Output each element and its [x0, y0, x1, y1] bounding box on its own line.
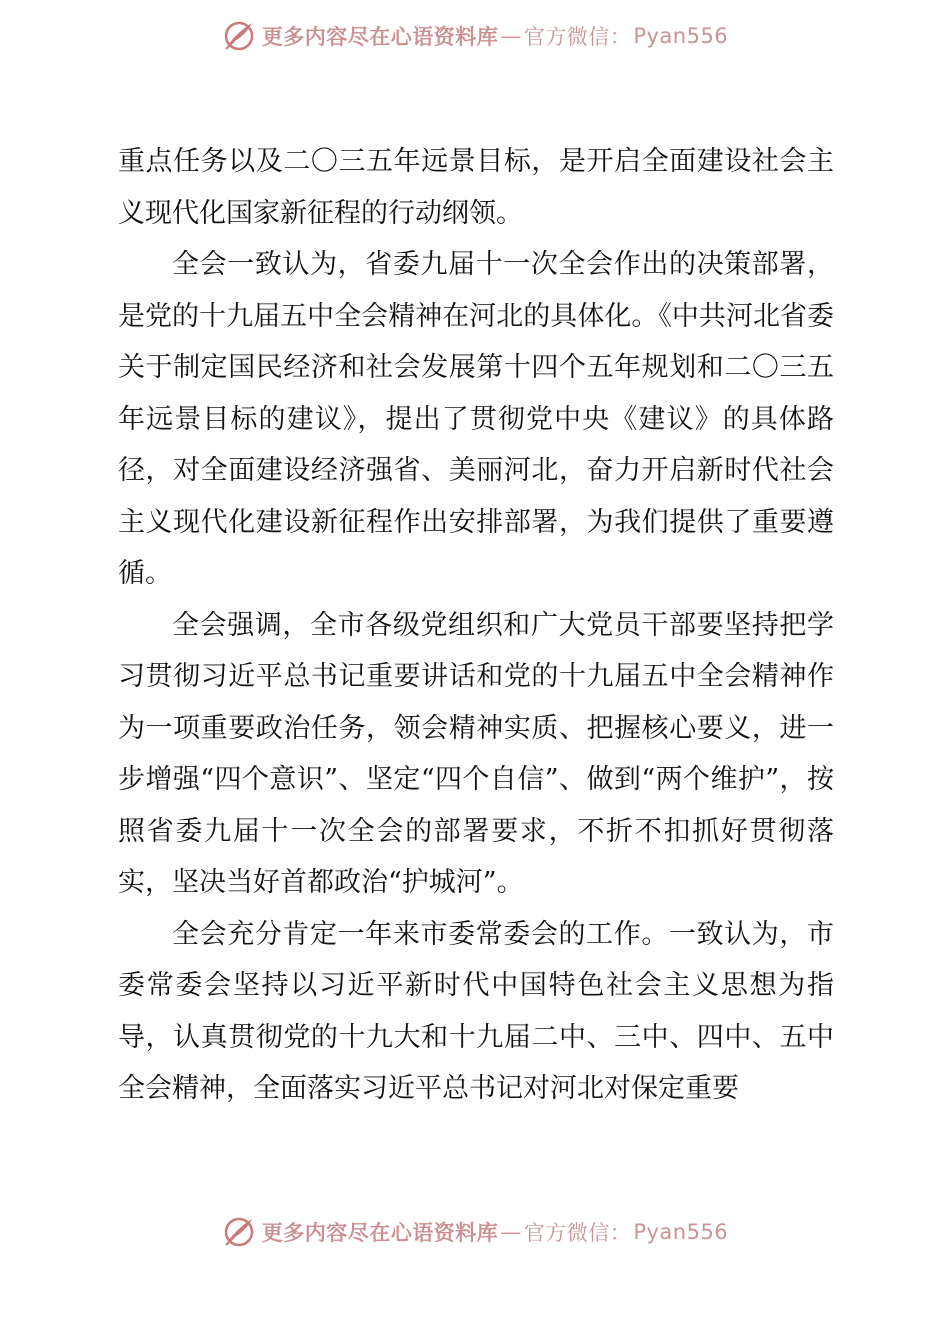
- footer-brand-text: 更多内容尽在心语资料库: [261, 1220, 499, 1245]
- paragraph: 全会充分肯定一年来市委常委会的工作。一致认为，市委常委会坚持以习近平新时代中国特色社会主义思想为指导，认真贯彻党的十九大和十九届二中、三中、四中、五中全会精神，全面落实习近平总书记对河北对保定重要: [118, 918, 834, 1104]
- header-wechat-label: 官方微信：: [523, 25, 632, 49]
- header-brand-text: 更多内容尽在心语资料库: [261, 24, 499, 49]
- header-wechat-id: Pyan556: [633, 24, 729, 48]
- header-separator: —: [500, 24, 522, 48]
- footer-separator: —: [500, 1220, 522, 1244]
- header-watermark: [0, 16, 950, 56]
- footer-watermark: [0, 1212, 950, 1252]
- footer-wechat-id: Pyan556: [633, 1220, 729, 1244]
- paragraph: 全会一致认为，省委九届十一次全会作出的决策部署，是党的十九届五中全会精神在河北的具体化。《中共河北省委关于制定国民经济和社会发展第十四个五年规划和二〇三五年远景目标的建议》，提出了贯彻党中央《建议》的具体路径，对全面建设经济强省、美丽河北，奋力开启新时代社会主义现代化建设新征程作出安排部署，为我们提供了重要遵循。: [118, 249, 834, 589]
- paragraph-continuation: 重点任务以及二〇三五年远景目标，是开启全面建设社会主义现代化国家新征程的行动纲领。: [118, 146, 834, 229]
- document-body: [118, 136, 834, 1115]
- paragraph: 全会强调，全市各级党组织和广大党员干部要坚持把学习贯彻习近平总书记重要讲话和党的十九届五中全会精神作为一项重要政治任务，领会精神实质、把握核心要义，进一步增强“四个意识”、坚定“四个自信”、做到“两个维护”，按照省委九届十一次全会的部署要求，不折不扣抓好贯彻落实，坚决当好首都政治“护城河”。: [118, 609, 834, 898]
- quill-logo-icon: [222, 1215, 256, 1249]
- footer-wechat-label: 官方微信：: [523, 1221, 632, 1245]
- quill-logo-icon: [222, 19, 256, 53]
